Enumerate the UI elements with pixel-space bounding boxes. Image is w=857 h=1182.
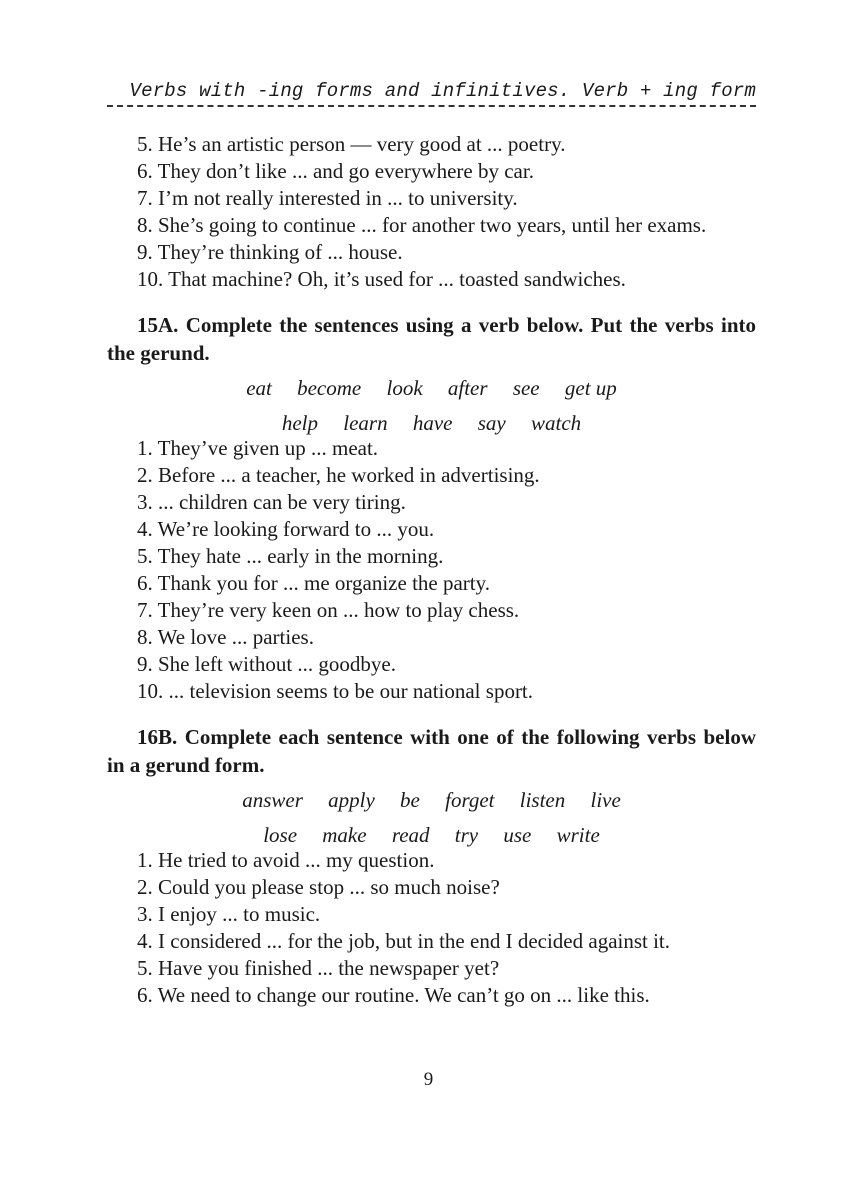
- exercise-16b-word-bank: [107, 783, 756, 853]
- word-bank-word: look: [386, 376, 423, 400]
- word-bank-word: listen: [519, 788, 566, 812]
- word-bank-word: see: [512, 376, 540, 400]
- word-bank-word: say: [477, 411, 506, 435]
- exercise-16b-instruction: 16B. Complete each sentence with one of the following verbs below in a gerund form.: [107, 725, 756, 777]
- exercise-15a-instruction: 15A. Complete the sentences using a verb below. Put the verbs into the gerund.: [107, 313, 756, 365]
- list-item: 3. ... children can be very tiring.: [137, 490, 406, 514]
- page-number: 9: [423, 1069, 434, 1090]
- word-bank-word: get up: [564, 376, 617, 400]
- list-item: 8. We love ... parties.: [137, 625, 314, 649]
- word-bank-word: eat: [246, 376, 272, 400]
- continued-exercise-list: [107, 131, 756, 293]
- list-item: 9. She left without ... goodbye.: [137, 652, 396, 676]
- word-bank-word: try: [454, 823, 479, 847]
- list-item: 4. I considered ... for the job, but in the end I decided against it.: [137, 929, 671, 953]
- word-bank-word: live: [590, 788, 621, 812]
- word-bank-word: be: [400, 788, 420, 812]
- list-item: 6. Thank you for ... me organize the party.: [137, 571, 491, 595]
- word-bank-word: learn: [343, 411, 388, 435]
- list-item: 2. Could you please stop ... so much noise?: [137, 875, 500, 899]
- list-item: 8. She’s going to continue ... for another two years, until her exams.: [137, 213, 707, 237]
- list-item: 9. They’re thinking of ... house.: [137, 240, 403, 264]
- word-bank-word: watch: [530, 411, 582, 435]
- word-bank-row: [107, 371, 756, 406]
- exercise-15a-list: [107, 435, 756, 705]
- word-bank-word: apply: [328, 788, 375, 812]
- word-bank-word: forget: [445, 788, 495, 812]
- list-item: 10. ... television seems to be our national sport.: [137, 679, 534, 703]
- word-bank-word: use: [503, 823, 532, 847]
- word-bank-word: after: [447, 376, 488, 400]
- word-bank-word: have: [412, 411, 453, 435]
- list-item: 2. Before ... a teacher, he worked in advertising.: [137, 463, 540, 487]
- word-bank-word: make: [322, 823, 367, 847]
- list-item: 6. We need to change our routine. We can’t go on ... like this.: [137, 983, 650, 1007]
- exercise-15a-word-bank: [107, 371, 756, 441]
- list-item: 5. They hate ... early in the morning.: [137, 544, 444, 568]
- word-bank-word: help: [281, 411, 318, 435]
- list-item: 4. We’re looking forward to ... you.: [137, 517, 435, 541]
- list-item: 3. I enjoy ... to music.: [137, 902, 321, 926]
- word-bank-word: write: [556, 823, 600, 847]
- word-bank-word: lose: [263, 823, 298, 847]
- word-bank-row: [107, 783, 756, 818]
- list-item: 1. He tried to avoid ... my question.: [137, 848, 435, 872]
- list-item: 1. They’ve given up ... meat.: [137, 436, 379, 460]
- word-bank-word: answer: [242, 788, 303, 812]
- list-item: 6. They don’t like ... and go everywhere by car.: [137, 159, 534, 183]
- word-bank-word: become: [297, 376, 362, 400]
- list-item: 5. He’s an artistic person — very good at ... poetry.: [137, 132, 566, 156]
- list-item: 5. Have you finished ... the newspaper yet?: [137, 956, 500, 980]
- list-item: 7. They’re very keen on ... how to play chess.: [137, 598, 520, 622]
- running-head: Verbs with -ing forms and infinitives. Verb + ing form: [107, 78, 756, 107]
- page-content: [107, 78, 756, 1009]
- list-item: 10. That machine? Oh, it’s used for ... toasted sandwiches.: [137, 267, 626, 291]
- list-item: 7. I’m not really interested in ... to university.: [137, 186, 518, 210]
- exercise-16b-list: [107, 847, 756, 1009]
- word-bank-word: read: [391, 823, 430, 847]
